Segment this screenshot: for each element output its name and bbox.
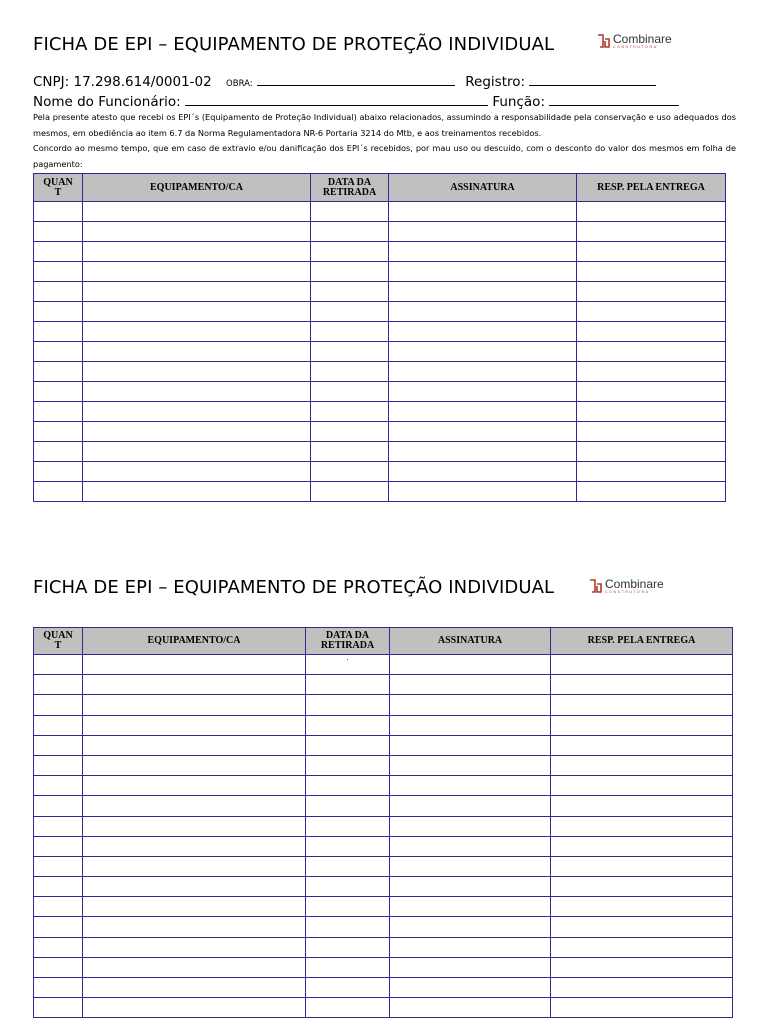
cell-assinatura[interactable] — [389, 202, 577, 222]
cell-equipamento[interactable] — [83, 482, 311, 502]
cell-assinatura[interactable] — [390, 978, 551, 998]
cell-data[interactable] — [311, 322, 389, 342]
table-row — [34, 322, 726, 342]
cell-data[interactable] — [311, 282, 389, 302]
cell-assinatura[interactable] — [390, 856, 551, 876]
cell-equipamento[interactable] — [83, 282, 311, 302]
cell-data[interactable] — [311, 382, 389, 402]
cell-resp[interactable] — [577, 322, 726, 342]
table-row — [34, 998, 733, 1018]
table-row — [34, 655, 733, 675]
logo-subtitle: CONSTRUTORA — [613, 45, 658, 49]
cell-resp[interactable] — [577, 482, 726, 502]
cell-equipamento[interactable] — [83, 422, 311, 442]
cell-data[interactable] — [306, 796, 390, 816]
obra-field[interactable] — [257, 73, 455, 86]
cell-equipamento[interactable] — [83, 816, 306, 836]
cell-equipamento[interactable] — [83, 836, 306, 856]
cell-resp[interactable] — [577, 422, 726, 442]
cell-quant[interactable] — [34, 342, 83, 362]
cell-assinatura[interactable] — [390, 715, 551, 735]
cell-equipamento[interactable] — [83, 362, 311, 382]
nome-label: Nome do Funcionário: — [33, 94, 181, 110]
cell-resp[interactable] — [551, 675, 733, 695]
cell-resp[interactable] — [577, 202, 726, 222]
table-header-row — [34, 628, 733, 655]
cell-assinatura[interactable] — [390, 655, 551, 675]
table-row — [34, 442, 726, 462]
cell-data[interactable] — [306, 998, 390, 1018]
cell-resp[interactable] — [577, 362, 726, 382]
cell-resp[interactable] — [577, 382, 726, 402]
table-row — [34, 816, 733, 836]
cell-assinatura[interactable] — [389, 222, 577, 242]
cell-quant[interactable] — [34, 755, 83, 775]
cell-data[interactable] — [306, 755, 390, 775]
cell-assinatura[interactable] — [390, 917, 551, 937]
cell-assinatura[interactable] — [390, 755, 551, 775]
cell-equipamento[interactable] — [83, 242, 311, 262]
cell-quant[interactable] — [34, 462, 83, 482]
cell-data[interactable] — [306, 715, 390, 735]
cell-assinatura[interactable] — [390, 735, 551, 755]
cell-assinatura[interactable] — [389, 462, 577, 482]
table-header-row — [34, 174, 726, 202]
cell-quant[interactable] — [34, 776, 83, 796]
cell-resp[interactable] — [551, 816, 733, 836]
cell-equipamento[interactable] — [83, 998, 306, 1018]
table-row — [34, 362, 726, 382]
cell-assinatura[interactable] — [390, 897, 551, 917]
cell-quant[interactable] — [34, 402, 83, 422]
cell-equipamento[interactable] — [83, 262, 311, 282]
cell-data[interactable] — [311, 302, 389, 322]
table-row — [34, 675, 733, 695]
cell-assinatura[interactable] — [390, 816, 551, 836]
cell-data[interactable] — [311, 262, 389, 282]
col-header-quant: QUAN T — [34, 174, 83, 202]
cell-equipamento[interactable] — [83, 856, 306, 876]
table-row — [34, 836, 733, 856]
cell-equipamento[interactable] — [83, 322, 311, 342]
registro-field[interactable] — [529, 73, 656, 86]
table-row — [34, 402, 726, 422]
cell-quant[interactable] — [34, 655, 83, 675]
company-logo — [596, 33, 672, 50]
cell-data[interactable] — [306, 978, 390, 998]
company-logo-2 — [588, 578, 664, 595]
cell-quant[interactable] — [34, 715, 83, 735]
cell-assinatura[interactable] — [390, 836, 551, 856]
cell-quant[interactable] — [34, 222, 83, 242]
cell-resp[interactable] — [577, 342, 726, 362]
table-row — [34, 978, 733, 998]
cell-data[interactable] — [311, 242, 389, 262]
cell-assinatura[interactable] — [389, 382, 577, 402]
cell-equipamento[interactable] — [83, 302, 311, 322]
table-row — [34, 877, 733, 897]
col-header-quant: QUAN T — [34, 628, 83, 655]
table-row — [34, 382, 726, 402]
table-row — [34, 222, 726, 242]
cell-assinatura[interactable] — [389, 482, 577, 502]
cell-assinatura[interactable] — [389, 362, 577, 382]
cell-quant[interactable] — [34, 978, 83, 998]
cell-resp[interactable] — [577, 282, 726, 302]
cell-resp[interactable] — [577, 262, 726, 282]
cell-equipamento[interactable] — [83, 715, 306, 735]
cell-quant[interactable] — [34, 957, 83, 977]
cell-resp[interactable] — [551, 776, 733, 796]
cell-assinatura[interactable] — [390, 957, 551, 977]
cell-equipamento[interactable] — [83, 202, 311, 222]
cell-data[interactable] — [306, 816, 390, 836]
table-row — [34, 342, 726, 362]
table-row — [34, 917, 733, 937]
cell-quant[interactable] — [34, 242, 83, 262]
cell-quant[interactable] — [34, 937, 83, 957]
cell-resp[interactable] — [551, 897, 733, 917]
cell-resp[interactable] — [551, 695, 733, 715]
col-header-data: DATA DA RETIRADA — [306, 628, 390, 655]
table-row — [34, 695, 733, 715]
cell-assinatura[interactable] — [389, 422, 577, 442]
table-row — [34, 776, 733, 796]
cell-resp[interactable] — [551, 937, 733, 957]
cell-assinatura[interactable] — [389, 282, 577, 302]
cell-quant[interactable] — [34, 877, 83, 897]
table-row — [34, 735, 733, 755]
cell-resp[interactable] — [551, 655, 733, 675]
cell-resp[interactable] — [551, 856, 733, 876]
nome-line — [33, 93, 679, 110]
cell-resp[interactable] — [551, 957, 733, 977]
table-row — [34, 202, 726, 222]
cnpj-line — [33, 73, 656, 90]
cell-data[interactable] — [306, 877, 390, 897]
cell-data[interactable] — [306, 675, 390, 695]
cell-resp[interactable] — [551, 917, 733, 937]
col-header-equipamento: EQUIPAMENTO/CA — [83, 628, 306, 655]
cell-equipamento[interactable] — [83, 877, 306, 897]
cell-equipamento[interactable] — [83, 937, 306, 957]
cell-quant[interactable] — [34, 262, 83, 282]
combinare-logo-icon — [596, 33, 611, 50]
cell-quant[interactable] — [34, 675, 83, 695]
cell-data[interactable] — [306, 836, 390, 856]
cell-data[interactable] — [311, 482, 389, 502]
cell-quant[interactable] — [34, 897, 83, 917]
cell-resp[interactable] — [551, 796, 733, 816]
cell-assinatura[interactable] — [390, 776, 551, 796]
funcao-field[interactable] — [549, 93, 679, 106]
cell-equipamento[interactable] — [83, 402, 311, 422]
cell-assinatura[interactable] — [389, 302, 577, 322]
cell-resp[interactable] — [577, 442, 726, 462]
cell-equipamento[interactable] — [83, 442, 311, 462]
table-row — [34, 482, 726, 502]
cell-resp[interactable] — [577, 222, 726, 242]
cell-resp[interactable] — [577, 462, 726, 482]
cell-data[interactable] — [306, 897, 390, 917]
cell-quant[interactable] — [34, 442, 83, 462]
col-header-assinatura: ASSINATURA — [389, 174, 577, 202]
logo-name: Combinare — [605, 577, 664, 591]
cell-equipamento[interactable] — [83, 957, 306, 977]
cell-quant[interactable] — [34, 796, 83, 816]
cell-equipamento[interactable] — [83, 796, 306, 816]
cell-assinatura[interactable] — [390, 998, 551, 1018]
cell-equipamento[interactable] — [83, 342, 311, 362]
cell-resp[interactable] — [551, 836, 733, 856]
cell-data[interactable] — [306, 957, 390, 977]
cell-equipamento[interactable] — [83, 776, 306, 796]
table-row — [34, 422, 726, 442]
cell-data[interactable] — [311, 222, 389, 242]
obra-label: OBRA: — [226, 79, 253, 89]
cell-quant[interactable] — [34, 322, 83, 342]
table-row — [34, 856, 733, 876]
nome-field[interactable] — [185, 93, 488, 106]
cell-resp[interactable] — [551, 755, 733, 775]
cell-quant[interactable] — [34, 482, 83, 502]
cell-data[interactable] — [311, 342, 389, 362]
table-row — [34, 242, 726, 262]
logo-subtitle: CONSTRUTORA — [605, 590, 650, 594]
cell-assinatura[interactable] — [389, 402, 577, 422]
cell-quant[interactable] — [34, 695, 83, 715]
table-row — [34, 262, 726, 282]
cell-data[interactable] — [311, 422, 389, 442]
cell-equipamento[interactable] — [83, 222, 311, 242]
cell-assinatura[interactable] — [390, 675, 551, 695]
responsibility-paragraph: Pela presente atesto que recebi os EPI´s (Equipamento de Proteção Individual) abaixo relacionados, assumindo a responsabilidade pela conservação e uso adequados dos mesmos, em obediência ao item 6.7 da Norma Regulamentadora NR-6 Portaria 3214 do Mtb, e aos treinamentos recebidos. — [33, 112, 736, 138]
cell-assinatura[interactable] — [390, 695, 551, 715]
col-header-resp: RESP. PELA ENTREGA — [551, 628, 733, 655]
cell-resp[interactable] — [577, 302, 726, 322]
funcao-label: Função: — [492, 94, 545, 110]
cell-resp[interactable] — [551, 877, 733, 897]
cell-data[interactable] — [306, 917, 390, 937]
table-row — [34, 796, 733, 816]
epi-table — [33, 173, 726, 502]
cell-data[interactable] — [306, 735, 390, 755]
col-header-resp: RESP. PELA ENTREGA — [577, 174, 726, 202]
cell-assinatura[interactable] — [389, 442, 577, 462]
cell-resp[interactable] — [551, 715, 733, 735]
registro-label: Registro: — [465, 74, 526, 90]
col-header-equipamento: EQUIPAMENTO/CA — [83, 174, 311, 202]
table-row — [34, 302, 726, 322]
cell-assinatura[interactable] — [389, 322, 577, 342]
table-row — [34, 937, 733, 957]
epi-table-2 — [33, 627, 733, 1018]
cell-resp[interactable] — [577, 242, 726, 262]
table-row — [34, 755, 733, 775]
cell-assinatura[interactable] — [390, 937, 551, 957]
table-row — [34, 897, 733, 917]
cell-data[interactable] — [311, 442, 389, 462]
logo-name: Combinare — [613, 32, 672, 46]
form-title: FICHA DE EPI – EQUIPAMENTO DE PROTEÇÃO INDIVIDUAL — [33, 34, 555, 55]
cnpj-text: CNPJ: 17.298.614/0001-02 — [33, 74, 212, 90]
cell-data[interactable] — [311, 402, 389, 422]
cell-quant[interactable] — [34, 382, 83, 402]
cell-data[interactable] — [311, 202, 389, 222]
cell-resp[interactable] — [551, 735, 733, 755]
table-row — [34, 462, 726, 482]
cell-quant[interactable] — [34, 856, 83, 876]
cell-equipamento[interactable] — [83, 695, 306, 715]
cell-quant[interactable] — [34, 282, 83, 302]
cell-quant[interactable] — [34, 998, 83, 1018]
cell-equipamento[interactable] — [83, 382, 311, 402]
discount-paragraph: Concordo ao mesmo tempo, que em caso de extravio e/ou danificação dos EPI´s recebidos, por mau uso ou descuido, com o desconto do valor dos mesmos em folha de pagamento: — [33, 143, 736, 169]
cell-data[interactable] — [306, 776, 390, 796]
cell-data[interactable] — [306, 856, 390, 876]
table-row — [34, 715, 733, 735]
col-header-data: DATA DA RETIRADA — [311, 174, 389, 202]
table-row — [34, 282, 726, 302]
cell-quant[interactable] — [34, 816, 83, 836]
cell-assinatura[interactable] — [389, 242, 577, 262]
cell-equipamento[interactable] — [83, 755, 306, 775]
cell-equipamento[interactable] — [83, 897, 306, 917]
cell-equipamento[interactable] — [83, 655, 306, 675]
cell-equipamento[interactable] — [83, 978, 306, 998]
cell-assinatura[interactable] — [389, 342, 577, 362]
cell-quant[interactable] — [34, 735, 83, 755]
cell-assinatura[interactable] — [390, 796, 551, 816]
cell-data[interactable] — [311, 462, 389, 482]
cell-quant[interactable] — [34, 836, 83, 856]
cell-resp[interactable] — [577, 402, 726, 422]
cell-equipamento[interactable] — [83, 675, 306, 695]
col-header-assinatura: ASSINATURA — [390, 628, 551, 655]
cell-quant[interactable] — [34, 917, 83, 937]
cell-data[interactable] — [311, 362, 389, 382]
cell-data[interactable] — [306, 695, 390, 715]
cell-assinatura[interactable] — [390, 877, 551, 897]
combinare-logo-icon — [588, 578, 603, 595]
cell-data[interactable]: . — [306, 655, 390, 675]
cell-equipamento[interactable] — [83, 917, 306, 937]
cell-assinatura[interactable] — [389, 262, 577, 282]
cell-equipamento[interactable] — [83, 462, 311, 482]
cell-data[interactable] — [306, 937, 390, 957]
cell-resp[interactable] — [551, 978, 733, 998]
cell-quant[interactable] — [34, 302, 83, 322]
cell-quant[interactable] — [34, 422, 83, 442]
cell-resp[interactable] — [551, 998, 733, 1018]
table-row — [34, 957, 733, 977]
cell-quant[interactable] — [34, 202, 83, 222]
cell-quant[interactable] — [34, 362, 83, 382]
form2-title: FICHA DE EPI – EQUIPAMENTO DE PROTEÇÃO INDIVIDUAL — [33, 577, 555, 598]
cell-equipamento[interactable] — [83, 735, 306, 755]
